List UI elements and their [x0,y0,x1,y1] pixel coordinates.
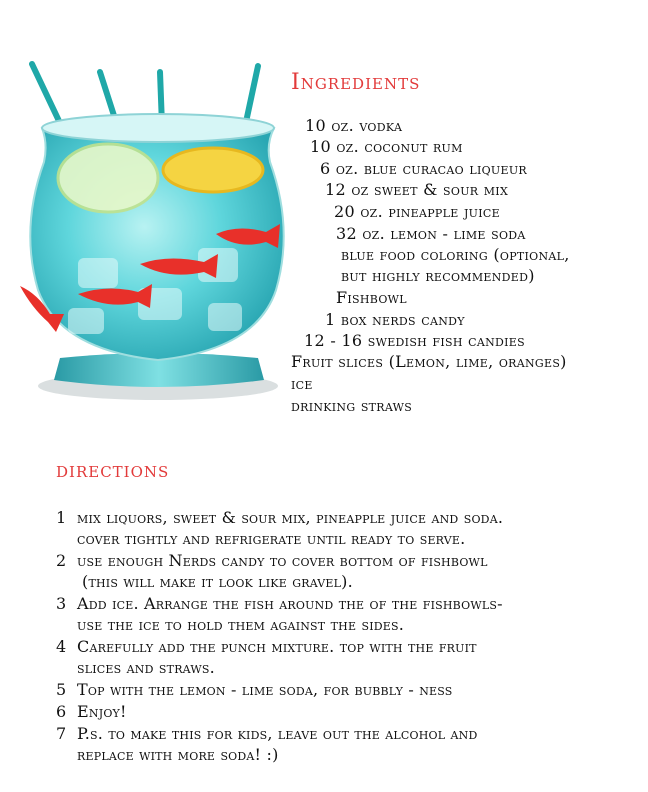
ingredient-item: 12 - 16 swedish fish candies [304,331,525,350]
bowl-rim [42,114,274,142]
ingredient-item: Fishbowl [336,288,407,307]
step-text: P.s. to make this for kids, leave out the alcohol and [77,724,478,743]
step-text: slices and straws. [77,658,215,677]
step-text: mix liquors, sweet & sour mix, pineapple juice and soda. [77,508,504,527]
ingredient-item: 10 oz. vodka [305,116,403,135]
ingredient-item: blue food coloring (optional, [341,245,570,264]
step-text: use enough Nerds candy to cover bottom of fishbowl [77,551,488,570]
directions-title: directions [56,458,170,483]
step-text: Carefully add the punch mixture. top with the fruit [77,637,477,656]
step-number: 5 [56,680,67,699]
ingredient-item: ice [291,374,313,393]
step-text: Top with the lemon - lime soda, for bubbly - ness [77,680,453,699]
ingredient-item: 20 oz. pineapple juice [334,202,500,221]
ingredient-item: 10 oz. coconut rum [310,137,463,156]
ingredients-title: Ingredients [291,70,421,95]
lemon-slice [163,148,263,192]
step-number: 7 [56,724,67,743]
step-number: 1 [56,508,67,527]
ingredient-item: 32 oz. lemon - lime soda [336,224,526,243]
ingredient-item: 12 oz sweet & sour mix [325,180,509,199]
step-number: 3 [56,594,67,613]
lime-slice [58,144,158,212]
step-number: 6 [56,702,67,721]
ingredient-item: Fruit slices (Lemon, lime, oranges) [291,352,567,371]
ingredient-item: 6 oz. blue curacao liqueur [320,159,527,178]
step-text: Add ice. Arrange the fish around the of the fishbowls- [77,594,503,613]
fishbowl-image [8,58,288,408]
step-text: Enjoy! [77,702,127,721]
ingredient-item: 1 box nerds candy [325,310,465,329]
step-text: cover tightly and refrigerate until ready to serve. [77,529,466,548]
step-text: (this will make it look like gravel). [82,572,353,591]
step-number: 2 [56,551,67,570]
step-text: replace with more soda! :) [77,745,279,764]
step-number: 4 [56,637,67,656]
ingredient-item: but highly recommended) [341,266,535,285]
step-text: use the ice to hold them against the sides. [77,615,405,634]
ingredient-item: drinking straws [291,396,413,415]
